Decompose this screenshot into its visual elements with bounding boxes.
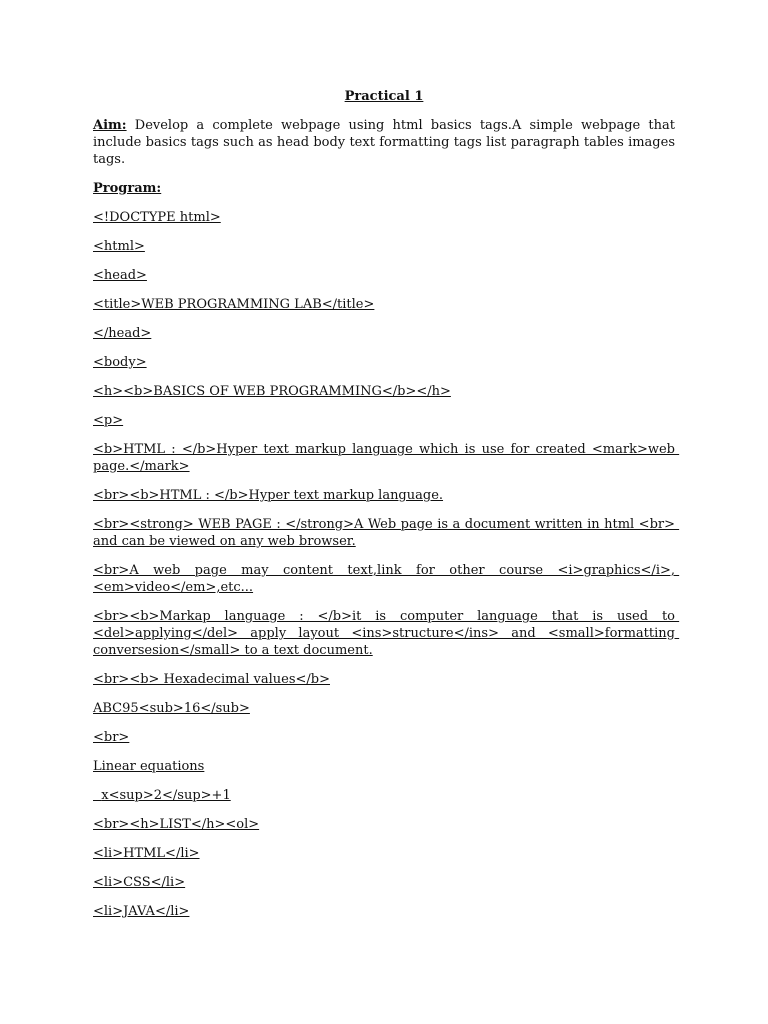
code-line: Linear equations [93,759,205,774]
page-title: Practical 1 [344,89,424,104]
code-line: <title>WEB PROGRAMMING LAB</title> [93,297,375,312]
code-line: <br> [93,730,130,745]
aim-text: Develop a complete webpage using html basics tags.A simple webpage that include basics tags such as head body text formatting tags list paragraph tables images tags. [93,118,675,167]
code-line: <!DOCTYPE html> [93,210,221,225]
code-line: ABC95<sub>16</sub> [93,701,250,716]
code-line: <body> [93,355,147,370]
code-line: <li>CSS</li> [93,875,186,890]
program-label: Program: [93,181,162,196]
aim-label: Aim: [93,118,127,133]
code-line: <li>HTML</li> [93,846,200,861]
code-line: <li>JAVA</li> [93,904,190,919]
code-line: <br><h>LIST</h><ol> [93,817,260,832]
code-line: <head> [93,268,147,283]
code-line: <p> [93,413,124,428]
code-line: x<sup>2</sup>+1 [93,788,231,803]
code-line: <b>HTML : </b>Hyper text markup language which is use for created <mark>web page.</mark> [93,442,680,474]
code-listing [93,209,680,920]
code-line: <br>A web page may content text,link for other course <i>graphics</i>, <em>video</em>,etc... [93,563,680,595]
code-line: <br><strong> WEB PAGE : </strong>A Web page is a document written in html <br> and can be viewed on any web browser. [93,517,680,549]
aim-paragraph [93,117,675,168]
code-line: <br><b>Markap language : </b>it is computer language that is used to <del>applying</del> apply layout <ins>structure</ins> and <small>formatting conversesion</small> to a text document. [93,609,680,658]
code-line: </head> [93,326,152,341]
code-line: <br><b>HTML : </b>Hyper text markup language. [93,488,444,503]
code-line: <h><b>BASICS OF WEB PROGRAMMING</b></h> [93,384,451,399]
code-line: <br><b> Hexadecimal values</b> [93,672,330,687]
code-line: <html> [93,239,145,254]
document-page [93,88,680,932]
